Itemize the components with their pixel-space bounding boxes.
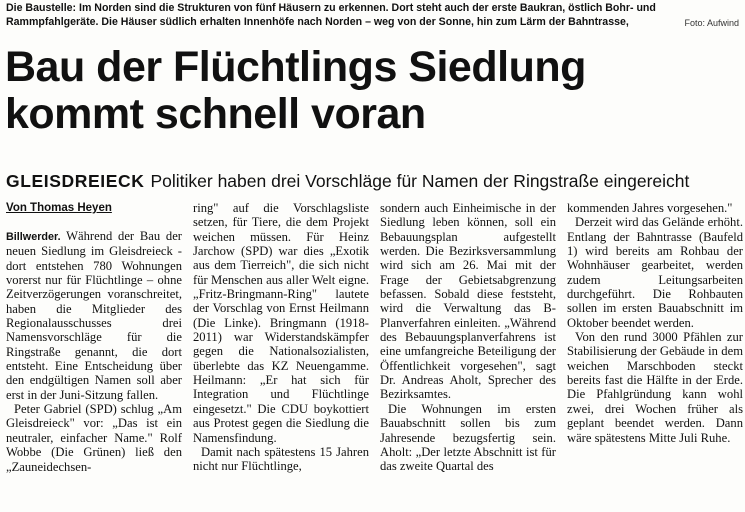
article-paragraph: ring" auf die Vorschlagsliste setzen, für Tiere, die dem Projekt weichen müssen. Für Heinz Jarchow (SPD) war dies „Exotik aus dem Tierreich", die sich nicht für Menschen aus aller Welt eigne. „Fritz-Bringmann-Ring" lautete der Vorschlag von Ernst Heilmann (Die Linke). Bringmann (1918-2011) war Widerstandskämpfer gegen die Nationalsozialisten, überlebte das KZ Neuengamme. Heilmann: „Er hat sich für Integration und Flüchtlinge eingesetzt." Die CDU boykottiert aus Protest gegen die Siedlung die Namensfindung. [193,201,369,445]
article-paragraph: Derzeit wird das Gelände erhöht. Entlang der Bahntrasse (Baufeld 1) wird bereits am Rohbau der Wohnhäuser gearbeitet, werden zudem Leitungsarbeiten durchgeführt. Die Rohbauten sollen im ersten Bauabschnitt im Oktober beendet werden. [567,215,743,330]
photo-credit: Foto: Aufwind [684,18,739,28]
kicker: GLEISDREIECK [6,171,145,191]
subheadline-text: Politiker haben drei Vorschläge für Namen der Ringstraße eingereicht [150,171,690,191]
dateline: Billwerder. [6,231,61,243]
paragraph-text: Während der Bau der neuen Siedlung im Gleisdreieck - dort entstehen 780 Wohnungen vorerst nur für Flüchtlinge – ohne Zeitverzögerungen voranschreitet, haben die Mitglieder des Regionalausschusses drei Namensvorschläge für die Ringstraße genannt, die dort entsteht. Eine Entscheidung über den endgültigen Namen soll aber erst in der Juni-Sitzung fallen. [6,229,183,402]
byline: Von Thomas Heyen [6,202,112,214]
headline [5,44,745,138]
article-paragraph: kommenden Jahres vorgesehen." [567,201,733,215]
article-column-2 [193,201,369,474]
headline-line-1: Bau der Flüchtlings Siedlung [5,43,586,91]
article-paragraph: Von den rund 3000 Pfählen zur Stabilisierung der Gebäude in dem weichen Marschboden steckt bereits fast die Hälfte in der Erde. Die Pfahlgründung kann wohl zwei, drei Wochen früher als geplant beendet werden. Dann wäre spätestens Mitte Juli Ruhe. [567,330,743,445]
article-column-3 [380,201,556,474]
article-paragraph: Damit nach spätestens 15 Jahren nicht nur Flüchtlinge, [193,444,369,474]
caption-text: Die Baustelle: Im Norden sind die Strukturen von fünf Häusern zu erkennen. Dort steht auch der erste Baukran, östlich Bohr- und Rammpfahlgeräte. Die Häuser südlich erhalten Innenhöfe nach Norden – weg von der Sonne, hin zum Lärm der Bahntrasse, [6,2,656,29]
article-paragraph [6,229,182,402]
article-paragraph: Die Wohnungen im ersten Bauabschnitt sollen bis zum Jahresende bezugsfertig sein. Aholt: „Der letzte Abschnitt ist für das zweite Quartal des [380,401,556,474]
article-column-4 [567,201,743,445]
photo-caption [6,1,741,29]
article-column-1 [6,201,182,474]
article-paragraph: Peter Gabriel (SPD) schlug „Am Gleisdreieck" vor: „Das ist ein neutraler, einfacher Name." Rolf Wobbe (Die Grünen) ließ den „Zauneidechsen- [6,402,182,474]
article-paragraph: sondern auch Einheimische in der Siedlung leben können, soll ein Bebauungsplan aufgestellt werden. Die Bezirksversammlung wird sich am 26. Mai mit der Frage der Gebietsabgrenzung befassen. Sobald diese feststeht, wird die Verwaltung das B-Planverfahren einleiten. „Während des Bebauungsplanverfahrens ist eine umfangreiche Beteiligung der Öffentlichkeit vorgesehen", sagt Dr. Andreas Aholt, Sprecher des Bezirksamtes. [380,201,556,402]
subheadline [6,170,741,192]
headline-line-2: kommt schnell voran [5,90,426,138]
